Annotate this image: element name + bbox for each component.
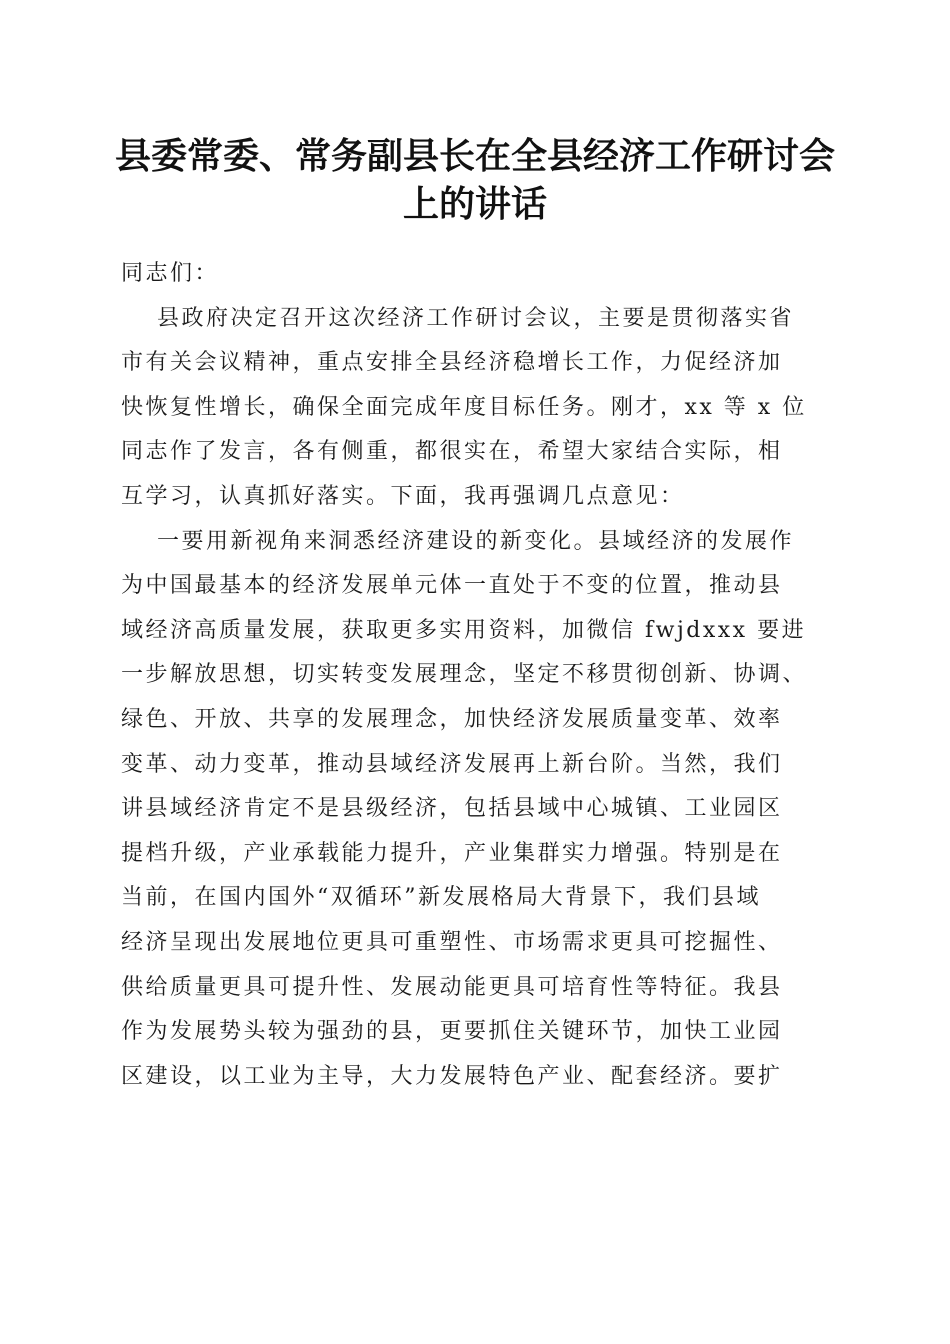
paragraph-line: 互学习，认真抓好落实。下面，我再强调几点意见： [121, 483, 685, 509]
paragraph-line: 讲县域经济肯定不是县级经济，包括县域中心城镇、工业园区 [121, 796, 783, 822]
paragraph-line: 为中国最基本的经济发展单元体一直处于不变的位置，推动县 [121, 573, 783, 599]
paragraph-line: 绿色、开放、共享的发展理念，加快经济发展质量变革、效率 [121, 706, 783, 732]
title-line: 上的讲话 [402, 184, 547, 225]
paragraph-line: 一要用新视角来洞悉经济建设的新变化。县域经济的发展作 [157, 528, 795, 554]
paragraph-line: 区建设，以工业为主导，大力发展特色产业、配套经济。要扩 [121, 1063, 783, 1089]
paragraph-line: 快恢复性增长，确保全面完成年度目标任务。刚才，xx 等 x 位 [121, 394, 807, 420]
paragraph-line: 县政府决定召开这次经济工作研讨会议，主要是贯彻落实省 [157, 305, 795, 331]
title-line: 县委常委、常务副县长在全县经济工作研讨会 [114, 136, 835, 177]
paragraph-line: 域经济高质量发展，获取更多实用资料，加微信 fwjdxxx 要进 [121, 617, 807, 643]
document-body [121, 252, 833, 1099]
paragraph-line: 当前，在国内国外“双循环”新发展格局大背景下，我们县域 [121, 885, 761, 911]
paragraph-line: 市有关会议精神，重点安排全县经济稳增长工作，力促经济加 [121, 350, 783, 376]
paragraph-line: 提档升级，产业承载能力提升，产业集群实力增强。特别是在 [121, 840, 783, 866]
paragraph-line: 同志作了发言，各有侧重，都很实在，希望大家结合实际，相 [121, 439, 783, 465]
salutation: 同志们： [121, 261, 220, 286]
paragraph-line: 经济呈现出发展地位更具可重塑性、市场需求更具可挖掘性、 [121, 929, 783, 955]
paragraph-line: 供给质量更具可提升性、发展动能更具可培育性等特征。我县 [121, 974, 783, 1000]
paragraph-line: 一步解放思想，切实转变发展理念，坚定不移贯彻创新、协调、 [121, 662, 808, 688]
document-title [100, 133, 850, 229]
paragraph-line: 作为发展势头较为强劲的县，更要抓住关键环节，加快工业园 [121, 1019, 783, 1045]
paragraph-line: 变革、动力变革，推动县域经济发展再上新台阶。当然，我们 [121, 751, 783, 777]
